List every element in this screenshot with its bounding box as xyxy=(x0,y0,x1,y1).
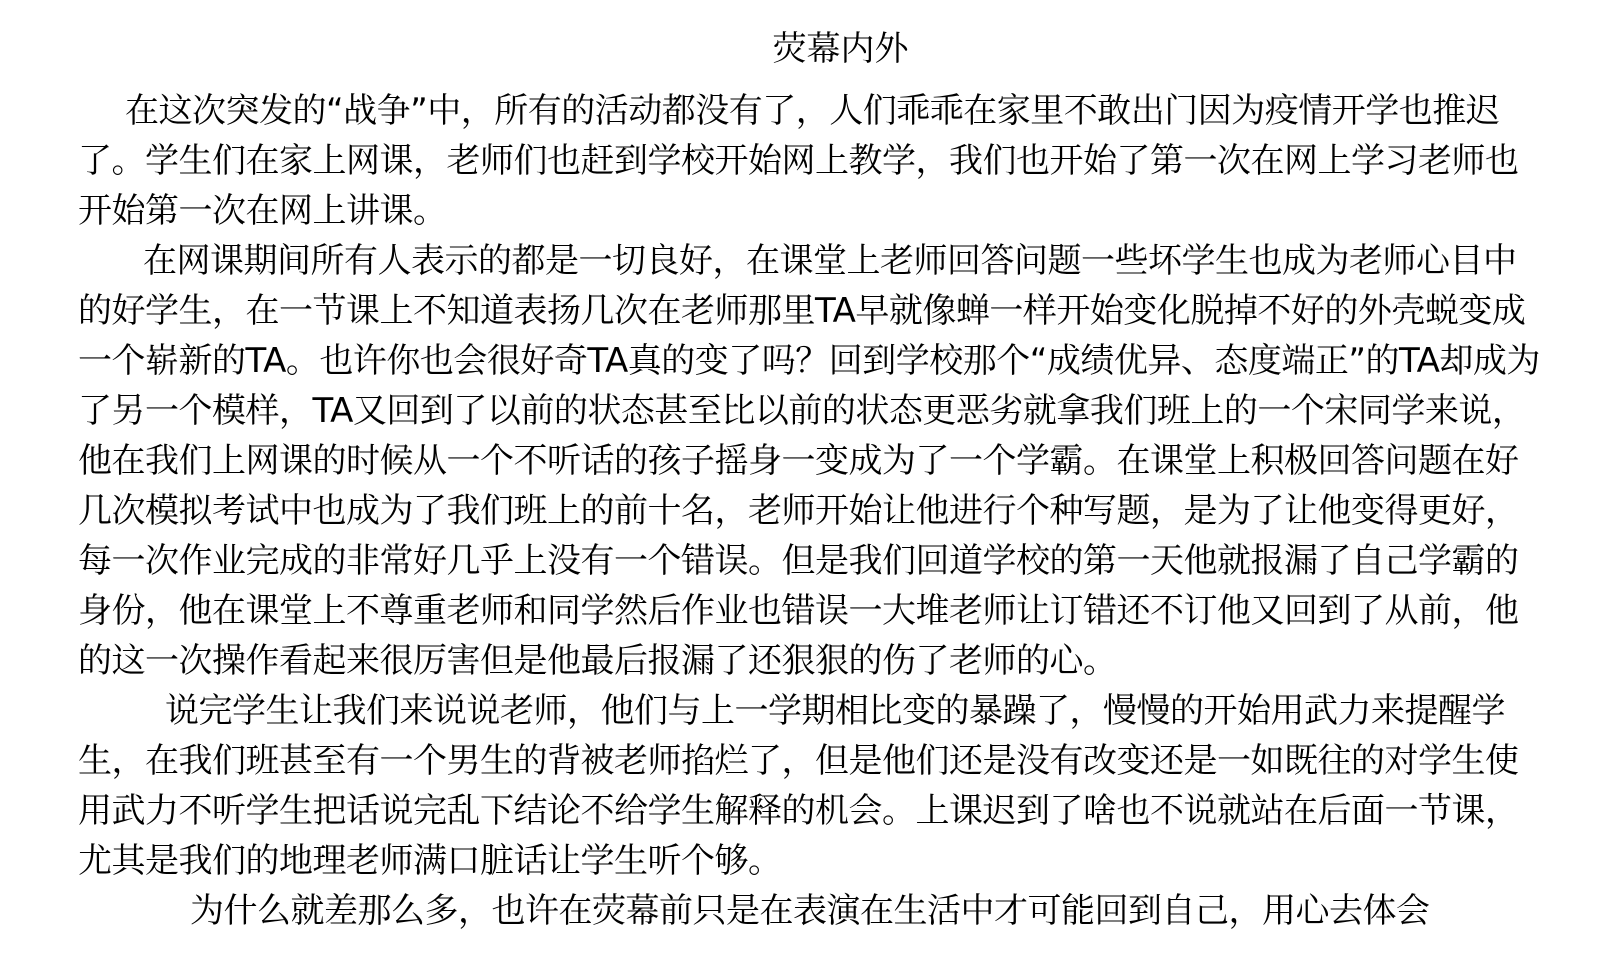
paragraph xyxy=(78,686,1547,886)
paragraph xyxy=(78,236,1547,686)
text-line: 了另一个模样，TA又回到了以前的状态甚至比以前的状态更恶劣就拿我们班上的一个宋同学来说， xyxy=(78,391,1526,431)
text-line: 几次模拟考试中也成为了我们班上的前十名，老师开始让他进行个种写题，是为了让他变得更好， xyxy=(78,491,1519,531)
text-line: 为什么就差那么多，也许在荧幕前只是在表演在生活中才可能回到自己，用心去体会 xyxy=(190,891,1430,931)
text-line: 在这次突发的“战争”中，所有的活动都没有了，人们乖乖在家里不敢出门因为疫情开学也推迟 xyxy=(125,91,1500,131)
text-line: 的这一次操作看起来很厉害但是他最后报漏了还狠狠的伤了老师的心。 xyxy=(78,641,1117,681)
paragraph xyxy=(78,886,1547,936)
text-line: 他在我们上网课的时候从一个不听话的孩子摇身一变成为了一个学霸。在课堂上积极回答问题在好 xyxy=(78,441,1519,481)
text-line: 用武力不听学生把话说完乱下结论不给学生解释的机会。上课迟到了啥也不说就站在后面一节课， xyxy=(78,791,1519,831)
text-line: 身份，他在课堂上不尊重老师和同学然后作业也错误一大堆老师让订错还不订他又回到了从前，他 xyxy=(78,591,1519,631)
text-line: 开始第一次在网上讲课。 xyxy=(78,191,447,231)
text-line: 了。学生们在家上网课，老师们也赶到学校开始网上教学，我们也开始了第一次在网上学习老师也 xyxy=(78,141,1519,181)
text-line: 在网课期间所有人表示的都是一切良好，在课堂上老师回答问题一些坏学生也成为老师心目中 xyxy=(143,241,1517,281)
paragraph xyxy=(78,86,1547,236)
text-line: 每一次作业完成的非常好几乎上没有一个错误。但是我们回道学校的第一天他就报漏了自己学霸的 xyxy=(78,541,1519,581)
text-line: 的好学生，在一节课上不知道表扬几次在老师那里TA早就像蝉一样开始变化脱掉不好的外壳蜕变成 xyxy=(78,291,1526,331)
text-line: 说完学生让我们来说说老师，他们与上一学期相比变的暴躁了，慢慢的开始用武力来提醒学 xyxy=(165,691,1505,731)
text-line: 生，在我们班甚至有一个男生的背被老师掐烂了，但是他们还是没有改变还是一如既往的对学生使 xyxy=(78,741,1519,781)
text-line: 一个崭新的TA。也许你也会很好奇TA真的变了吗？回到学校那个“成绩优异、态度端正”的TA却成为 xyxy=(78,341,1540,381)
document-title: 荧幕内外 xyxy=(772,29,909,69)
text-line: 尤其是我们的地理老师满口脏话让学生听个够。 xyxy=(78,841,782,881)
